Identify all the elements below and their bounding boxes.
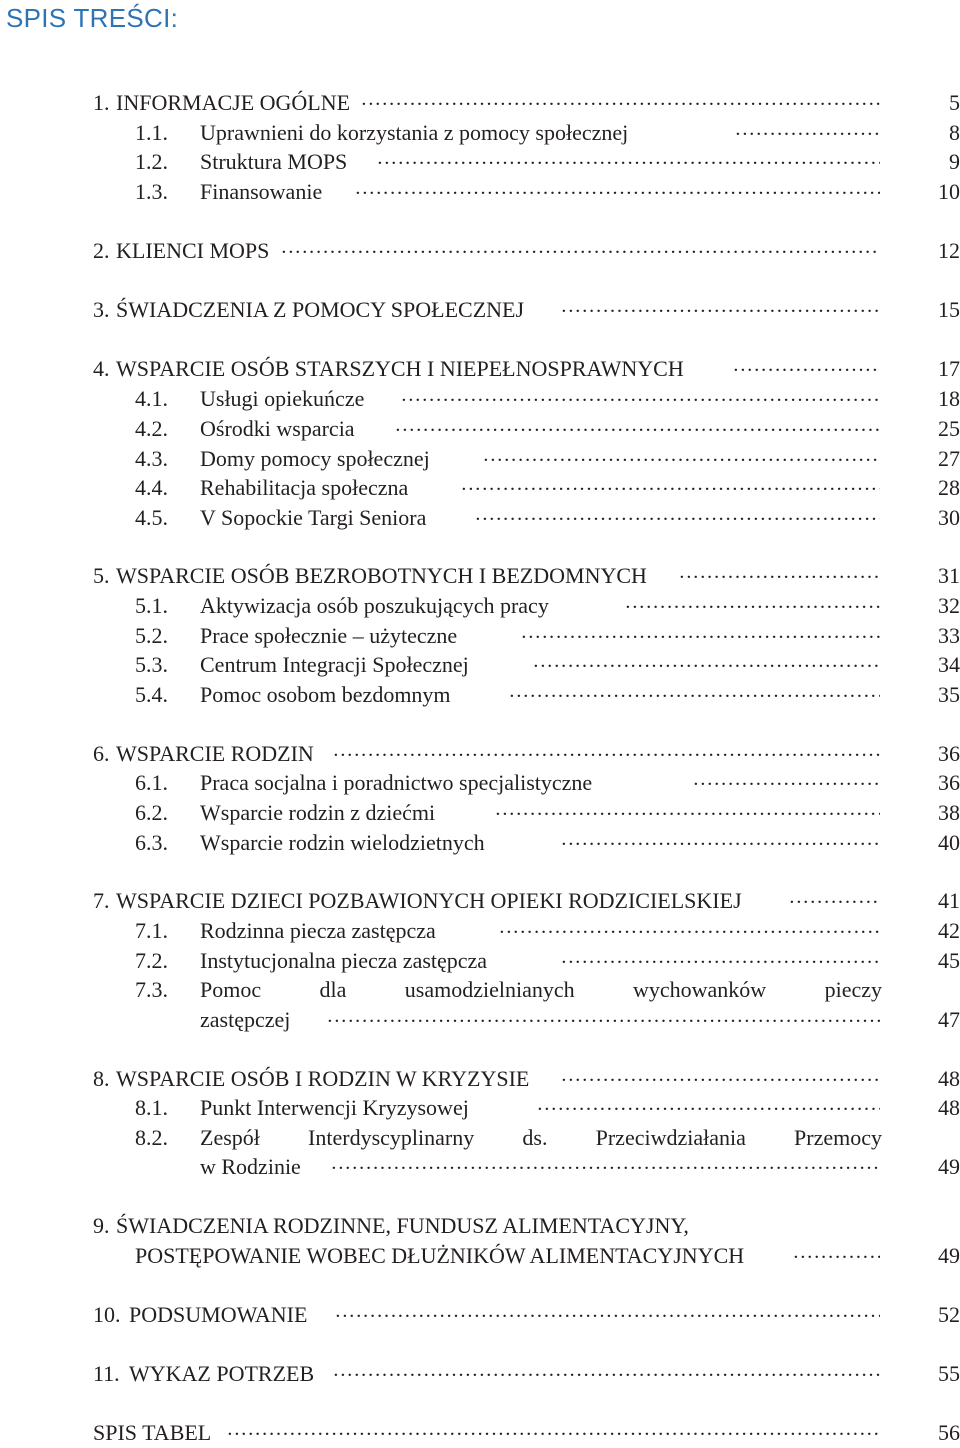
toc-entry-page: 28 — [938, 475, 960, 500]
toc-entry-page: 18 — [938, 386, 960, 411]
toc-entry-label: Aktywizacja osób poszukujących pracy — [200, 593, 549, 618]
toc-entry-page: 8 — [949, 120, 960, 145]
toc-entry-page: 41 — [938, 888, 960, 913]
toc-entry-label: Praca socjalna i poradnictwo specjalistyczne — [200, 770, 593, 795]
toc-entry-page: 25 — [938, 416, 960, 441]
toc-entry-5-4[interactable] — [0, 680, 960, 710]
toc-entry-page: 27 — [938, 446, 960, 471]
toc-entry-label: Struktura MOPS — [200, 149, 348, 174]
toc-entry-page: 40 — [938, 830, 960, 855]
toc-entry-6-2[interactable] — [0, 798, 960, 828]
toc-entry-label: Prace społecznie – użyteczne — [200, 623, 458, 648]
toc-entry-number: 10. — [93, 1302, 121, 1327]
toc-entry-5[interactable] — [0, 561, 960, 591]
toc-entry-number: 5.4. — [135, 682, 168, 707]
toc-entry-7[interactable] — [0, 886, 960, 916]
toc-entry-page: 17 — [938, 356, 960, 381]
toc-entry-label: WSPARCIE DZIECI POZBAWIONYCH OPIEKI RODZICIELSKIEJ — [116, 888, 742, 913]
toc-entry-5-3[interactable] — [0, 650, 960, 680]
toc-entry-page: 5 — [949, 90, 960, 115]
toc-entry-label: ŚWIADCZENIA Z POMOCY SPOŁECZNEJ — [116, 297, 525, 322]
toc-entry-label: WSPARCIE OSÓB I RODZIN W KRYZYSIE — [116, 1066, 530, 1091]
toc-entry-label: ŚWIADCZENIA RODZINNE, FUNDUSZ ALIMENTACYJNY, — [116, 1213, 689, 1238]
toc-entry-number: 4.4. — [135, 475, 168, 500]
toc-entry-label: Finansowanie — [200, 179, 323, 204]
toc-entry-label: PODSUMOWANIE — [129, 1302, 308, 1327]
toc-entry-8[interactable] — [0, 1064, 960, 1094]
toc-entry-page: 32 — [938, 593, 960, 618]
toc-entry-7-1[interactable] — [0, 916, 960, 946]
toc-entry-number: 6.2. — [135, 800, 168, 825]
toc-entry-number: 9. — [93, 1213, 110, 1238]
toc-entry-page: 45 — [938, 948, 960, 973]
toc-heading: SPIS TREŚCI: — [6, 3, 179, 33]
toc-entry-page: 52 — [938, 1302, 960, 1327]
toc-entry-number: 4. — [93, 356, 110, 381]
toc-entry-3[interactable] — [0, 295, 960, 325]
toc-entry-page: 30 — [938, 505, 960, 530]
toc-entry-8-2-continuation[interactable] — [0, 1152, 960, 1182]
toc-entry-6[interactable] — [0, 739, 960, 769]
toc-entry-1[interactable] — [0, 88, 960, 118]
toc-entry-number: 4.1. — [135, 386, 168, 411]
toc-entry-page: 49 — [938, 1243, 960, 1268]
toc-entry-label: Pomoc dla usamodzielnianych wychowanków pieczy — [200, 977, 882, 1002]
toc-entry-4-3[interactable] — [0, 444, 960, 474]
toc-entry-label: V Sopockie Targi Seniora — [200, 505, 427, 530]
toc-entry-number: 6. — [93, 741, 110, 766]
toc-entry-number: 4.5. — [135, 505, 168, 530]
toc-entry-7-3[interactable] — [0, 975, 960, 1005]
toc-entry-label: SPIS TABEL — [93, 1420, 212, 1445]
toc-entry-label: Wsparcie rodzin wielodzietnych — [200, 830, 485, 855]
toc-entry-label: Instytucjonalna piecza zastępcza — [200, 948, 488, 973]
toc-entry-label: INFORMACJE OGÓLNE — [116, 90, 351, 115]
toc-entry-label: POSTĘPOWANIE WOBEC DŁUŻNIKÓW ALIMENTACYJNYCH — [135, 1243, 745, 1268]
toc-entry-number: 7.2. — [135, 948, 168, 973]
toc-entry-number: 1.1. — [135, 120, 168, 145]
toc-entry-number: 5.3. — [135, 652, 168, 677]
toc-entry-number: 1.3. — [135, 179, 168, 204]
toc-entry-2[interactable] — [0, 236, 960, 266]
toc-entry-page: 48 — [938, 1095, 960, 1120]
toc-entry-label: w Rodzinie — [200, 1154, 301, 1179]
toc-entry-page: 31 — [938, 563, 960, 588]
toc-entry-page: 38 — [938, 800, 960, 825]
toc-entry-label: Pomoc osobom bezdomnym — [200, 682, 451, 707]
toc-entry-4-1[interactable] — [0, 384, 960, 414]
toc-entry-1-3[interactable] — [0, 177, 960, 207]
toc-entry-page: 55 — [938, 1361, 960, 1386]
toc-entry-page: 48 — [938, 1066, 960, 1091]
toc-entry-page: 15 — [938, 297, 960, 322]
toc-entry-page: 33 — [938, 623, 960, 648]
toc-entry-9[interactable] — [0, 1211, 960, 1241]
toc-entry-label: WSPARCIE OSÓB STARSZYCH I NIEPEŁNOSPRAWNYCH — [116, 356, 684, 381]
toc-entry-page: 9 — [949, 149, 960, 174]
toc-entry-number: 4.2. — [135, 416, 168, 441]
toc-entry-page: 36 — [938, 770, 960, 795]
toc-entry-number: 8.1. — [135, 1095, 168, 1120]
toc-entry-label: Zespół Interdyscyplinarny ds. Przeciwdziałania Przemocy — [200, 1125, 882, 1150]
toc-entry-number: 8. — [93, 1066, 110, 1091]
toc-entry-4-5[interactable] — [0, 503, 960, 533]
toc-entry-page: 42 — [938, 918, 960, 943]
toc-entry-7-2[interactable] — [0, 946, 960, 976]
toc-entry-page: 35 — [938, 682, 960, 707]
toc-entry-11[interactable] — [0, 1359, 960, 1389]
toc-entry-page: 56 — [938, 1420, 960, 1445]
toc-entry-label: Centrum Integracji Społecznej — [200, 652, 469, 677]
toc-entry-page: 12 — [938, 238, 960, 263]
toc-entry-number: 5. — [93, 563, 110, 588]
toc-entry-label: Uprawnieni do korzystania z pomocy społecznej — [200, 120, 629, 145]
toc-entry-number: 7. — [93, 888, 110, 913]
toc-entry-label: WYKAZ POTRZEB — [129, 1361, 315, 1386]
toc-entry-label: WSPARCIE RODZIN — [116, 741, 314, 766]
toc-entry-number: 1.2. — [135, 149, 168, 174]
toc-entry-number: 6.1. — [135, 770, 168, 795]
toc-entry-number: 6.3. — [135, 830, 168, 855]
toc-entry-label: Domy pomocy społecznej — [200, 446, 430, 471]
toc-entry-6-3[interactable] — [0, 828, 960, 858]
toc-entry-label: Usługi opiekuńcze — [200, 386, 365, 411]
toc-entry-10[interactable] — [0, 1300, 960, 1330]
toc-entry-number: 1. — [93, 90, 110, 115]
toc-entry-9-continuation[interactable] — [0, 1241, 960, 1271]
toc-entry-number: 5.2. — [135, 623, 168, 648]
toc-entry-page: 34 — [938, 652, 960, 677]
toc-entry-7-3-continuation[interactable] — [0, 1005, 960, 1035]
toc-entry-8-2[interactable] — [0, 1123, 960, 1153]
toc-entry-number: 3. — [93, 297, 110, 322]
toc-entry-4-2[interactable] — [0, 414, 960, 444]
toc-entry-label: WSPARCIE OSÓB BEZROBOTNYCH I BEZDOMNYCH — [116, 563, 647, 588]
toc-entry-label: Rodzinna piecza zastępcza — [200, 918, 436, 943]
toc-entry-6-1[interactable] — [0, 768, 960, 798]
toc-entry-4[interactable] — [0, 354, 960, 384]
toc-entry-page: 47 — [938, 1007, 960, 1032]
toc-entry-number: 5.1. — [135, 593, 168, 618]
toc-entry-label: Wsparcie rodzin z dziećmi — [200, 800, 436, 825]
toc-entry-5-1[interactable] — [0, 591, 960, 621]
toc-entry-number: 11. — [93, 1361, 120, 1386]
toc-entry-number: 8.2. — [135, 1125, 168, 1150]
toc-entry-1-1[interactable] — [0, 118, 960, 148]
toc-entry-8-1[interactable] — [0, 1093, 960, 1123]
toc-entry-page: 49 — [938, 1154, 960, 1179]
toc-entry-4-4[interactable] — [0, 473, 960, 503]
toc-entry-number: 2. — [93, 238, 110, 263]
toc-entry-page: 10 — [938, 179, 960, 204]
toc-entry-label: Punkt Interwencji Kryzysowej — [200, 1095, 469, 1120]
toc-entry-label: zastępczej — [200, 1007, 291, 1032]
toc-entry-5-2[interactable] — [0, 621, 960, 651]
toc-entry-number: 7.3. — [135, 977, 168, 1002]
toc-entry-number: 7.1. — [135, 918, 168, 943]
toc-entry-number: 4.3. — [135, 446, 168, 471]
toc-entry-label: Rehabilitacja społeczna — [200, 475, 409, 500]
toc-entry-label: KLIENCI MOPS — [116, 238, 270, 263]
toc-entry-1-2[interactable] — [0, 147, 960, 177]
toc-entry-label: Ośrodki wsparcia — [200, 416, 355, 441]
toc-entry-page: 36 — [938, 741, 960, 766]
